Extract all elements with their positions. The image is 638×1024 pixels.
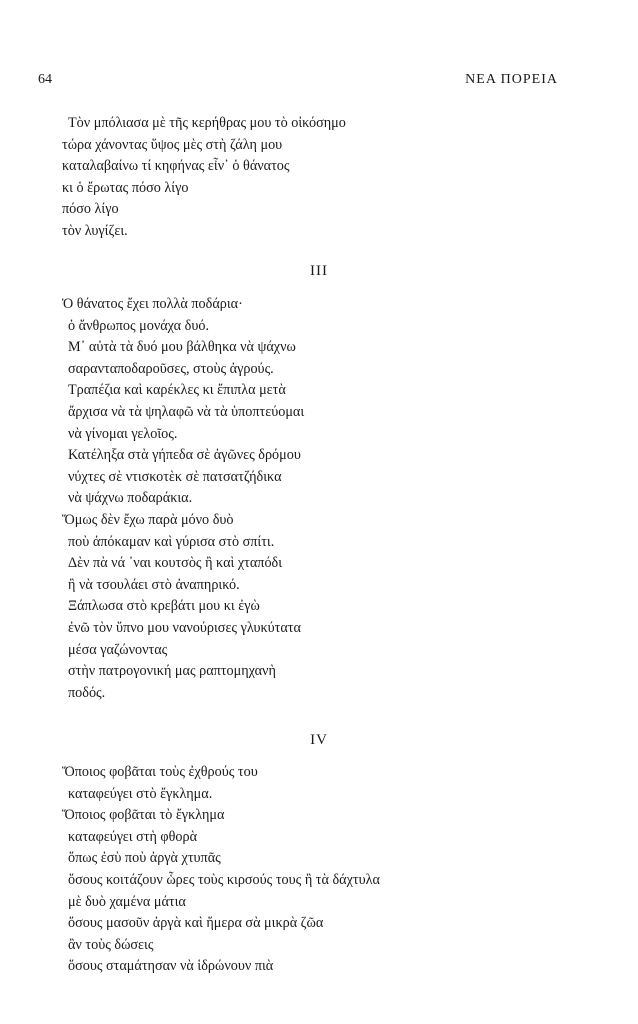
poem-line: Τὸν μπόλιασα μὲ τῆς κερήθρας μου τὸ οἰκόσημο <box>68 115 346 131</box>
poem-line: Ὅποιος φοβᾶται τοὺς ἐχθρούς του <box>62 764 258 780</box>
poem-line: καταφεύγει στὸ ἔγκλημα. <box>68 785 213 802</box>
poem-line: ἄρχισα νὰ τὰ ψηλαφῶ νὰ τὰ ὑποπτεύομαι <box>68 403 305 420</box>
poem-line: Δὲν πὰ νά ᾿ναι κουτσὸς ἢ καὶ χταπόδι <box>68 555 283 572</box>
poem-line: Ὅμως δὲν ἔχω παρὰ μόνο δυὸ <box>62 511 234 528</box>
poem-line: κι ὁ ἔρωτας πόσο λίγο <box>62 179 189 196</box>
poem-line: ὅσους σταμάτησαν νὰ ἱδρώνουν πιὰ <box>68 958 274 975</box>
stanza-1 <box>62 113 582 243</box>
page-number: 64 <box>38 72 52 87</box>
section-4-poem <box>62 762 582 978</box>
section-number-iii: III <box>310 263 328 279</box>
poem-line: ποὺ ἀπόκαμαν καὶ γύρισα στὸ σπίτι. <box>68 533 275 550</box>
section-3-poem <box>62 294 582 704</box>
journal-title: ΝΕΑ ΠΟΡΕΙΑ <box>465 72 558 87</box>
poem-line: ποδός. <box>68 684 106 701</box>
section-number-iv: IV <box>310 732 328 748</box>
poem-line: νὰ γίνομαι γελοῖος. <box>68 425 178 442</box>
poem-line: Τραπέζια καὶ καρέκλες κι ἔπιπλα μετὰ <box>68 382 286 399</box>
poem-line: καταφεύγει στὴ φθορὰ <box>68 828 198 845</box>
poem-line: νύχτες σὲ ντισκοτὲκ σὲ πατσατζήδικα <box>68 468 282 485</box>
poem-line: ἂν τοὺς δώσεις <box>68 936 154 953</box>
poem-line: ὅσους μασοῦν ἀργὰ καὶ ἥμερα σὰ μικρὰ ζῶα <box>68 915 324 932</box>
poem-line: ὅσους κοιτάζουν ὧρες τοὺς κιρσούς τους ἢ τὰ δάχτυλα <box>68 871 380 888</box>
page-header <box>38 72 558 94</box>
poem-line: Ὅποιος φοβᾶται τὸ ἔγκλημα <box>62 807 225 824</box>
poem-line: μέσα γαζώνοντας <box>68 641 168 658</box>
poem-line: στὴν πατρογονική μας ραπτομηχανὴ <box>68 663 276 680</box>
poem-line: νὰ ψάχνω ποδαράκια. <box>68 490 193 507</box>
poem-line: Ξάπλωσα στὸ κρεβάτι μου κι ἐγὼ <box>68 598 260 615</box>
poem-line: πόσο λίγο <box>62 201 119 218</box>
poem-line: ὅπως ἐσὺ ποὺ ἀργὰ χτυπᾶς <box>68 850 221 867</box>
poem-line: τὸν λυγίζει. <box>62 222 128 239</box>
poem-line: σαρανταποδαροῦσες, στοὺς ἀγρούς. <box>68 360 274 377</box>
poem-line: καταλαβαίνω τί κηφήνας εἶν᾿ ὁ θάνατος <box>62 158 290 175</box>
poem-line: τώρα χάνοντας ὕψος μὲς στὴ ζάλη μου <box>62 136 283 153</box>
poem-line: Κατέληξα στὰ γήπεδα σὲ ἀγῶνες δρόμου <box>68 447 301 464</box>
poem-line: Μ᾿ αὐτὰ τὰ δυό μου βάλθηκα νὰ ψάχνω <box>68 339 296 356</box>
poem-line: μὲ δυὸ χαμένα μάτια <box>68 893 186 910</box>
poem-line: Ὁ θάνατος ἔχει πολλὰ ποδάρια· <box>62 296 243 312</box>
poem-line: ἢ νὰ τσουλάει στὸ ἀναπηρικό. <box>68 576 240 593</box>
poem-line: ἐνῶ τὸν ὕπνο μου νανούρισες γλυκύτατα <box>68 619 301 636</box>
poem-line: ὁ ἄνθρωπος μονάχα δυό. <box>68 317 209 334</box>
